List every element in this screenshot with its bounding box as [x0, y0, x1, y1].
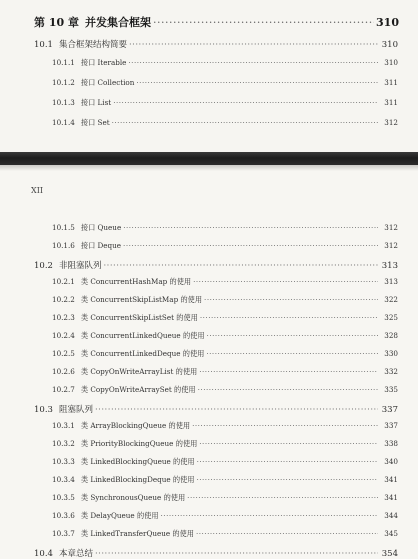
page-number: 335 [384, 385, 398, 394]
toc-subsection-entry [52, 58, 398, 68]
entry-number: 10.3.1 [52, 421, 75, 430]
entry-title: 接口 Iterable [80, 58, 127, 67]
entry-title: 类 CopyOnWriteArraySet 的使用 [80, 385, 196, 394]
entry-number: 10.1.2 [52, 78, 75, 87]
chapter-number: 第 10 章 [34, 16, 79, 29]
page-number: 325 [384, 313, 398, 322]
entry-title: 类 ConcurrentSkipListMap 的使用 [80, 295, 203, 304]
toc-subsection-entry [52, 529, 398, 539]
leader-dots [200, 313, 378, 322]
entry-number: 10.3.5 [52, 493, 75, 502]
toc-section-entry [34, 259, 398, 271]
leader-dots [196, 475, 378, 484]
chapter-title: 并发集合框架 [84, 16, 151, 29]
leader-dots [123, 241, 378, 250]
toc-subsection-entry [52, 295, 398, 305]
page-number: 338 [384, 439, 398, 448]
page-number: 330 [384, 349, 398, 358]
toc-subsection-entry [52, 439, 398, 449]
entry-number: 10.4 [34, 549, 53, 559]
entry-title: 类 LinkedBlockingDeque 的使用 [80, 475, 195, 484]
toc-subsection-entry [52, 331, 398, 341]
entry-title: 接口 Set [80, 118, 110, 127]
leader-dots [207, 331, 378, 340]
leader-dots [136, 78, 378, 87]
leader-dots [196, 529, 378, 538]
entry-title: 类 ArrayBlockingQueue 的使用 [80, 421, 191, 430]
leader-dots [187, 493, 378, 502]
page-number: 341 [384, 493, 398, 502]
toc-subsection-entry [52, 78, 398, 88]
entry-number: 10.3.4 [52, 475, 75, 484]
entry-number: 10.2.7 [52, 385, 75, 394]
leader-dots [113, 98, 378, 107]
toc-subsection-entry [52, 475, 398, 485]
entry-title: 类 DelayQueue 的使用 [80, 511, 159, 520]
leader-dots [199, 367, 378, 376]
toc-page-top [0, 0, 418, 152]
entry-title: 接口 List [80, 98, 112, 107]
page-number: 311 [384, 98, 398, 107]
page-number: 313 [381, 261, 398, 271]
page-number: 340 [384, 457, 398, 466]
entry-number: 10.1 [34, 40, 53, 50]
page-number: 344 [384, 511, 398, 520]
entry-number: 10.1.1 [52, 58, 75, 67]
page-number: 337 [381, 405, 398, 415]
leader-dots [199, 439, 378, 448]
entry-number: 10.3.7 [52, 529, 75, 538]
toc-subsection-entry [52, 385, 398, 395]
page-number: 332 [384, 367, 398, 376]
toc-subsection-entry [52, 313, 398, 323]
entry-title: 阻塞队列 [58, 405, 93, 415]
leader-dots [95, 549, 378, 559]
entry-number: 10.3.2 [52, 439, 75, 448]
page-number: 337 [384, 421, 398, 430]
entry-number: 10.1.4 [52, 118, 75, 127]
entry-number: 10.1.6 [52, 241, 75, 250]
toc-subsection-entry [52, 223, 398, 233]
page-number: 310 [384, 58, 398, 67]
entry-number: 10.1.3 [52, 98, 75, 107]
toc-section-entry [34, 38, 398, 50]
entry-title: 类 LinkedTransferQueue 的使用 [80, 529, 194, 538]
leader-dots [95, 405, 378, 415]
entry-number: 10.2.1 [52, 277, 75, 286]
leader-dots [204, 295, 378, 304]
running-head: XII [31, 186, 44, 195]
entry-title: 类 SynchronousQueue 的使用 [80, 493, 186, 502]
leader-dots [161, 511, 378, 520]
toc-subsection-entry [52, 511, 398, 521]
entry-number: 10.1.5 [52, 223, 75, 232]
entry-title: 集合框架结构简要 [58, 40, 127, 50]
leader-dots [128, 58, 378, 67]
page-number: 311 [384, 78, 398, 87]
entry-title: 接口 Deque [80, 241, 122, 250]
toc-page-bottom [0, 165, 418, 557]
entry-title: 类 LinkedBlockingQueue 的使用 [80, 457, 195, 466]
entry-title: 类 ConcurrentLinkedQueue 的使用 [80, 331, 205, 340]
page-number: 341 [384, 475, 398, 484]
toc-subsection-entry [52, 457, 398, 467]
page-gap-divider [0, 152, 418, 165]
entry-title: 类 PriorityBlockingQueue 的使用 [80, 439, 198, 448]
leader-dots [153, 16, 374, 29]
leader-dots [206, 349, 378, 358]
leader-dots [192, 421, 378, 430]
page-number: 312 [384, 223, 398, 232]
entry-number: 10.3.6 [52, 511, 75, 520]
entry-number: 10.2.3 [52, 313, 75, 322]
entry-title: 接口 Queue [80, 223, 122, 232]
entry-title: 本章总结 [58, 549, 93, 559]
toc-subsection-entry [52, 118, 398, 128]
entry-title: 类 ConcurrentLinkedDeque 的使用 [80, 349, 205, 358]
page-number: 354 [381, 549, 398, 559]
toc-subsection-entry [52, 98, 398, 108]
page-number: 345 [384, 529, 398, 538]
leader-dots [129, 40, 378, 50]
entry-number: 10.2.5 [52, 349, 75, 358]
toc-subsection-entry [52, 349, 398, 359]
leader-dots [123, 223, 378, 232]
leader-dots [193, 277, 378, 286]
chapter-heading [34, 14, 399, 30]
leader-dots [198, 385, 378, 394]
entry-title: 类 ConcurrentSkipListSet 的使用 [80, 313, 198, 322]
entry-title: 接口 Collection [80, 78, 135, 87]
page-number: 312 [384, 118, 398, 127]
page-gap-shadow [0, 165, 418, 171]
toc-subsection-entry [52, 421, 398, 431]
toc-subsection-entry [52, 493, 398, 503]
entry-number: 10.3.3 [52, 457, 75, 466]
toc-subsection-entry [52, 367, 398, 377]
leader-dots [197, 457, 378, 466]
entry-number: 10.2 [34, 261, 53, 271]
page-number: 310 [381, 40, 398, 50]
entry-title: 类 ConcurrentHashMap 的使用 [80, 277, 192, 286]
toc-section-entry [34, 403, 398, 415]
page-number: 328 [384, 331, 398, 340]
entry-number: 10.3 [34, 405, 53, 415]
toc-subsection-entry [52, 241, 398, 251]
page-number: 322 [384, 295, 398, 304]
entry-number: 10.2.4 [52, 331, 75, 340]
page-number: 312 [384, 241, 398, 250]
entry-title: 类 CopyOnWriteArrayList 的使用 [80, 367, 198, 376]
leader-dots [103, 261, 378, 271]
page-number: 313 [384, 277, 398, 286]
leader-dots [112, 118, 378, 127]
page-number: 310 [376, 16, 399, 29]
toc-section-entry [34, 547, 398, 559]
entry-number: 10.2.6 [52, 367, 75, 376]
toc-subsection-entry [52, 277, 398, 287]
entry-title: 非阻塞队列 [58, 261, 102, 271]
entry-number: 10.2.2 [52, 295, 75, 304]
